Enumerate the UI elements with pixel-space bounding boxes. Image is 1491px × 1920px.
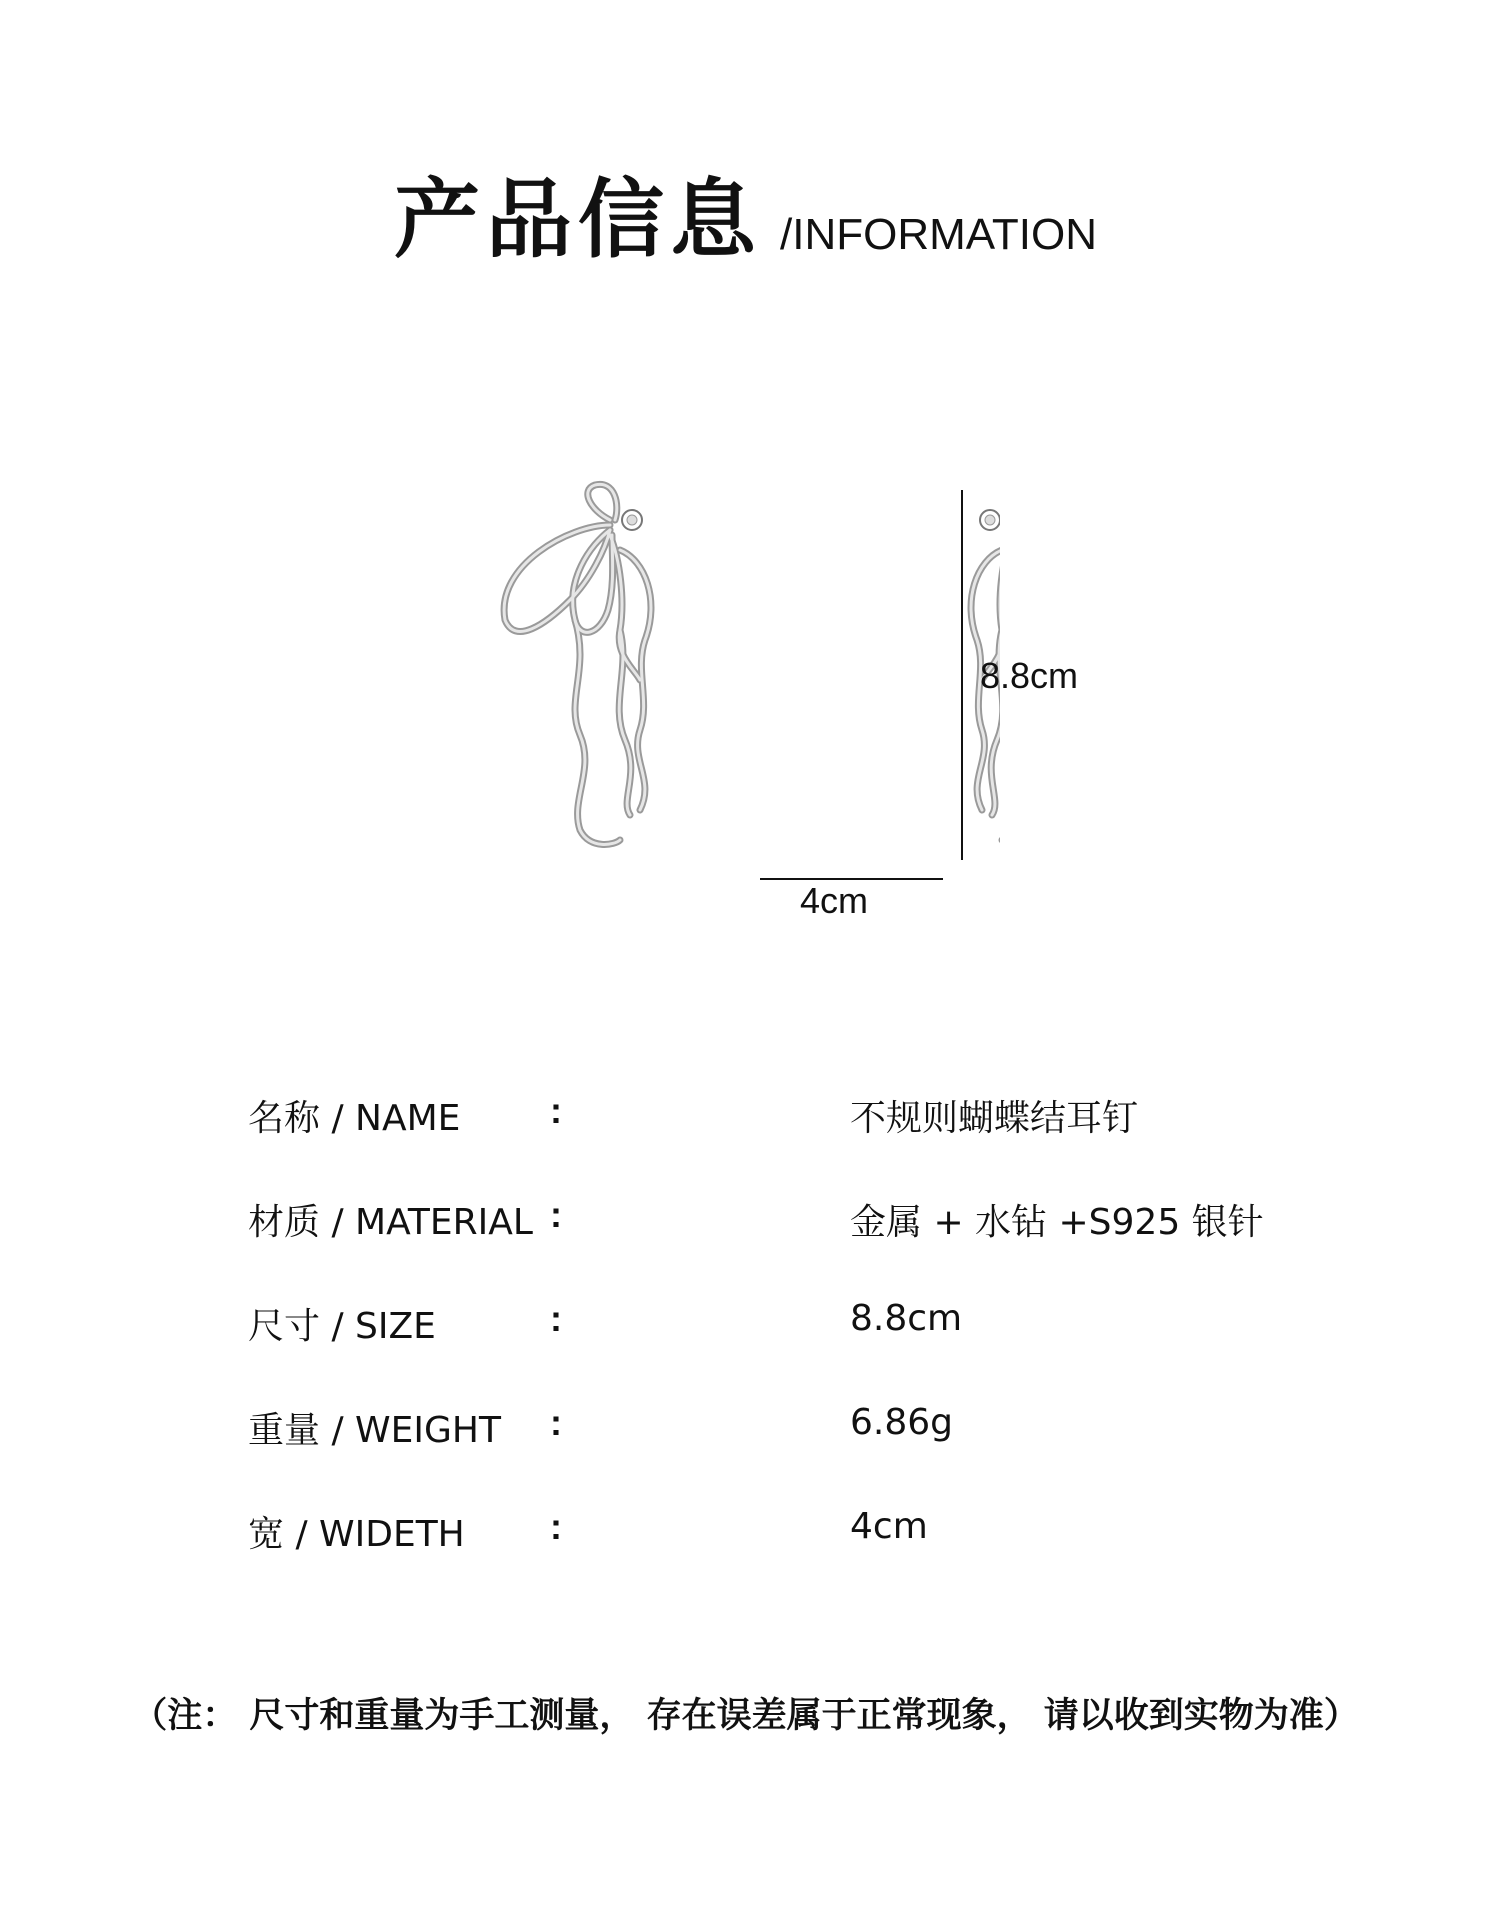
spec-row-size: [248, 1298, 1298, 1402]
spec-colon: :: [550, 1090, 562, 1131]
spec-colon: :: [550, 1506, 562, 1547]
spec-label: 名称 / NAME: [248, 1098, 461, 1139]
spec-row-width: [248, 1506, 1298, 1610]
spec-label: 宽 / WIDETH: [248, 1514, 465, 1555]
spec-row-material: [248, 1194, 1298, 1298]
spec-table: [248, 1090, 1298, 1610]
spec-value: 金属 + 水钻 +S925 银针: [850, 1202, 1264, 1243]
width-dimension-label: 4cm: [800, 880, 869, 921]
spec-label: 材质 / MATERIAL: [248, 1202, 533, 1243]
spec-value: 8.8cm: [850, 1298, 963, 1339]
bow-earrings-illustration: [480, 470, 1000, 910]
spec-value: 不规则蝴蝶结耳钉: [850, 1098, 1139, 1139]
spec-row-name: [248, 1090, 1298, 1194]
spec-colon: :: [550, 1194, 562, 1235]
spec-value: 6.86g: [850, 1402, 954, 1443]
spec-row-weight: [248, 1402, 1298, 1506]
page-header: [0, 150, 1491, 274]
spec-colon: :: [550, 1298, 562, 1339]
height-dimension-label: 8.8cm: [980, 655, 1079, 696]
spec-colon: :: [550, 1402, 562, 1443]
page-title: 产品信息: [394, 170, 763, 270]
spec-label: 尺寸 / SIZE: [248, 1306, 436, 1347]
spec-label: 重量 / WEIGHT: [248, 1410, 501, 1451]
measurement-note: （注： 尺寸和重量为手工测量， 存在误差属于正常现象， 请以收到实物为准）: [132, 1696, 1359, 1736]
spec-value: 4cm: [850, 1506, 928, 1547]
left-earring: [504, 484, 651, 844]
product-figure: [480, 470, 1000, 910]
page-subtitle: /INFORMATION: [780, 210, 1097, 259]
